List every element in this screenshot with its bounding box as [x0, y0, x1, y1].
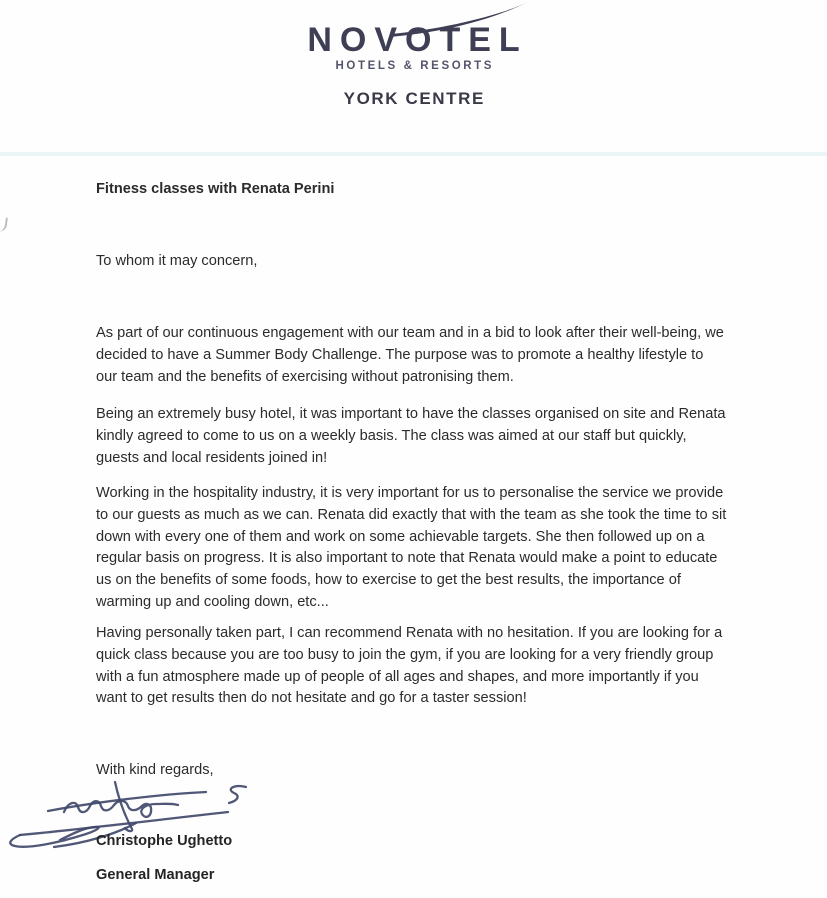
brand-tagline: HOTELS & RESORTS: [335, 60, 495, 72]
letter-paragraph: Having personally taken part, I can recommend Renata with no hesitation. If you are looking for a quick class because you are too busy to join the gym, if you are looking for a very friendly group with a fun atmosphere made up of people of all ages and shapes, and more importantly if you want to get results then do not hesitate and go for a taster session!: [96, 625, 723, 707]
letter-closing: With kind regards,: [96, 762, 214, 778]
brand-name: NOVOTEL: [307, 21, 528, 59]
scan-divider-line: [0, 152, 827, 156]
letter-paragraph: Working in the hospitality industry, it is very important for us to personalise the service we provide to our guests as much as we can. Renata did exactly that with the team as she took the time to sit down with every one of them and work on some achievable targets. She then followed up on a regular basis on progress. It is also important to note that Renata would make a point to educate us on the benefits of some foods, how to exercise to get the best results, the importance of warming up and cooling down, etc...: [96, 485, 727, 610]
scan-artifact: [0, 216, 8, 232]
hotel-location: YORK CENTRE: [343, 89, 485, 108]
signatory-title: General Manager: [96, 867, 215, 883]
letter-paragraph: Being an extremely busy hotel, it was important to have the classes organised on site and Renata kindly agreed to come to us on a weekly basis. The class was aimed at our staff but quickly, guests and local residents joined in!: [96, 406, 726, 466]
letter-subject: Fitness classes with Renata Perini: [96, 181, 335, 197]
signatory-name: Christophe Ughetto: [96, 833, 233, 849]
letter-salutation: To whom it may concern,: [96, 253, 258, 269]
letter-paragraph: As part of our continuous engagement with our team and in a bid to look after their well-being, we decided to have a Summer Body Challenge. The purpose was to promote a healthy lifestyle to our team and the benefits of exercising without patronising them.: [96, 325, 724, 385]
